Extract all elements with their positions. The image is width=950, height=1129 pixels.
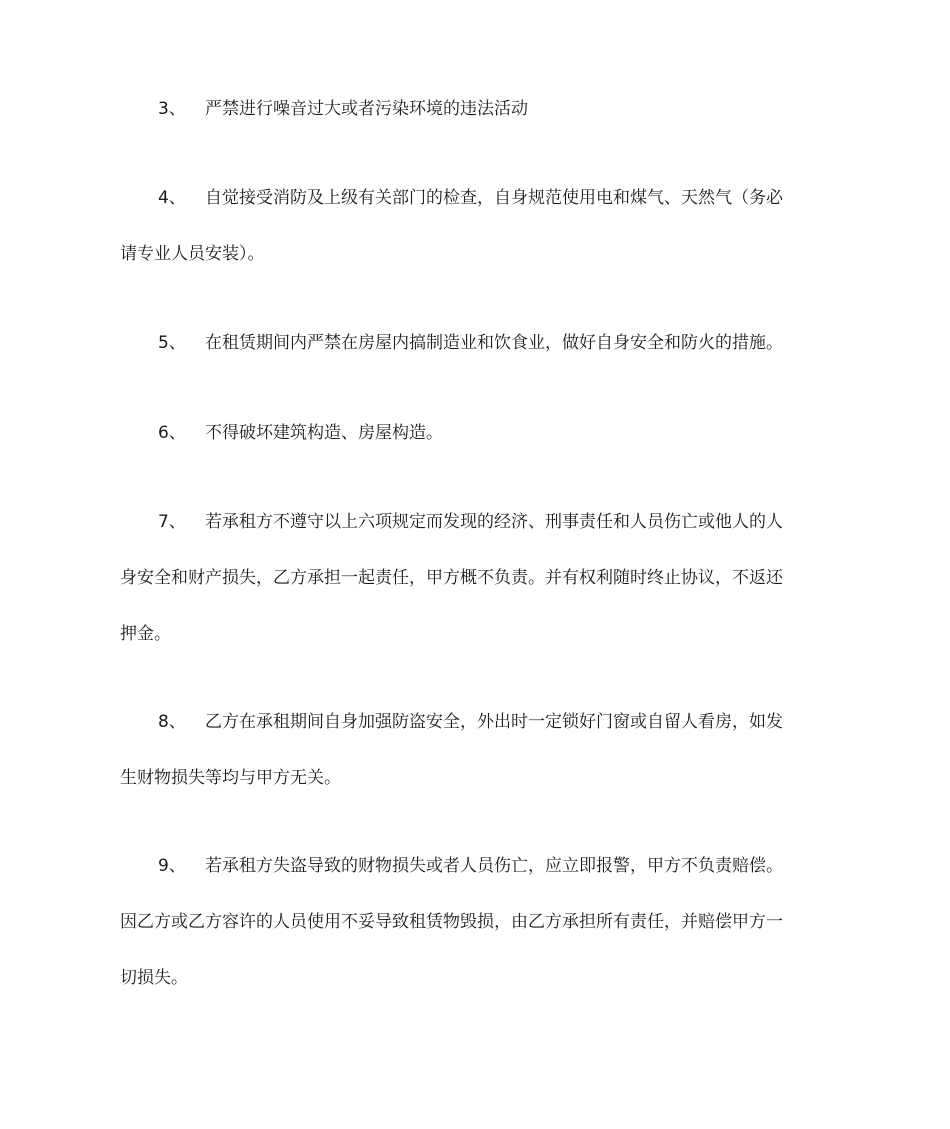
clause-7-text-1: 若承租方不遵守以上六项规定而发现的经济、刑事责任和人员伤亡或他人的人 [205, 512, 783, 532]
clause-7-line-3 [120, 621, 835, 647]
clause-3-line-1 [158, 96, 835, 122]
clause-9-text-2: 因乙方或乙方容许的人员使用不妥导致租赁物毁损，由乙方承担所有责任，并赔偿甲方一 [120, 912, 783, 932]
clause-8-line-2 [120, 765, 835, 791]
clause-6-number: 6、 [158, 423, 186, 443]
clause-4-line-2 [120, 241, 835, 267]
clause-5-number: 5、 [158, 333, 186, 353]
clause-7-text-3: 押金。 [120, 624, 171, 644]
clause-8-text-2: 生财物损失等均与甲方无关。 [120, 768, 341, 788]
clause-7-text-2: 身安全和财产损失，乙方承担一起责任，甲方概不负责。并有权利随时终止协议，不返还 [120, 568, 783, 588]
clause-9-line-3 [120, 965, 835, 991]
clause-9-text-1: 若承租方失盗导致的财物损失或者人员伤亡，应立即报警，甲方不负责赔偿。 [205, 856, 783, 876]
clause-8-text-1: 乙方在承租期间自身加强防盗安全，外出时一定锁好门窗或自留人看房，如发 [205, 712, 783, 732]
clause-4-text-1: 自觉接受消防及上级有关部门的检查，自身规范使用电和煤气、天然气（务必 [205, 188, 783, 208]
clause-5-line-1 [158, 330, 835, 356]
clause-8-number: 8、 [158, 712, 186, 732]
clause-4-text-2: 请专业人员安装）。 [120, 244, 265, 264]
clause-7-line-2 [120, 565, 835, 591]
clause-3-number: 3、 [158, 99, 186, 119]
clause-6-text: 不得破坏建筑构造、房屋构造。 [205, 423, 443, 443]
clause-9-line-2 [120, 909, 835, 935]
clause-9-number: 9、 [158, 856, 186, 876]
clause-9-text-3: 切损失。 [120, 968, 188, 988]
clause-4-number: 4、 [158, 188, 186, 208]
clause-7-number: 7、 [158, 512, 186, 532]
clause-9-line-1 [158, 853, 835, 879]
clause-3-text: 严禁进行噪音过大或者污染环境的违法活动 [205, 99, 528, 119]
clause-7-line-1 [158, 509, 835, 535]
clause-5-text: 在租赁期间内严禁在房屋内搞制造业和饮食业，做好自身安全和防火的措施。 [205, 333, 783, 353]
clause-8-line-1 [158, 709, 835, 735]
clause-6-line-1 [158, 420, 835, 446]
clause-4-line-1 [158, 185, 835, 211]
